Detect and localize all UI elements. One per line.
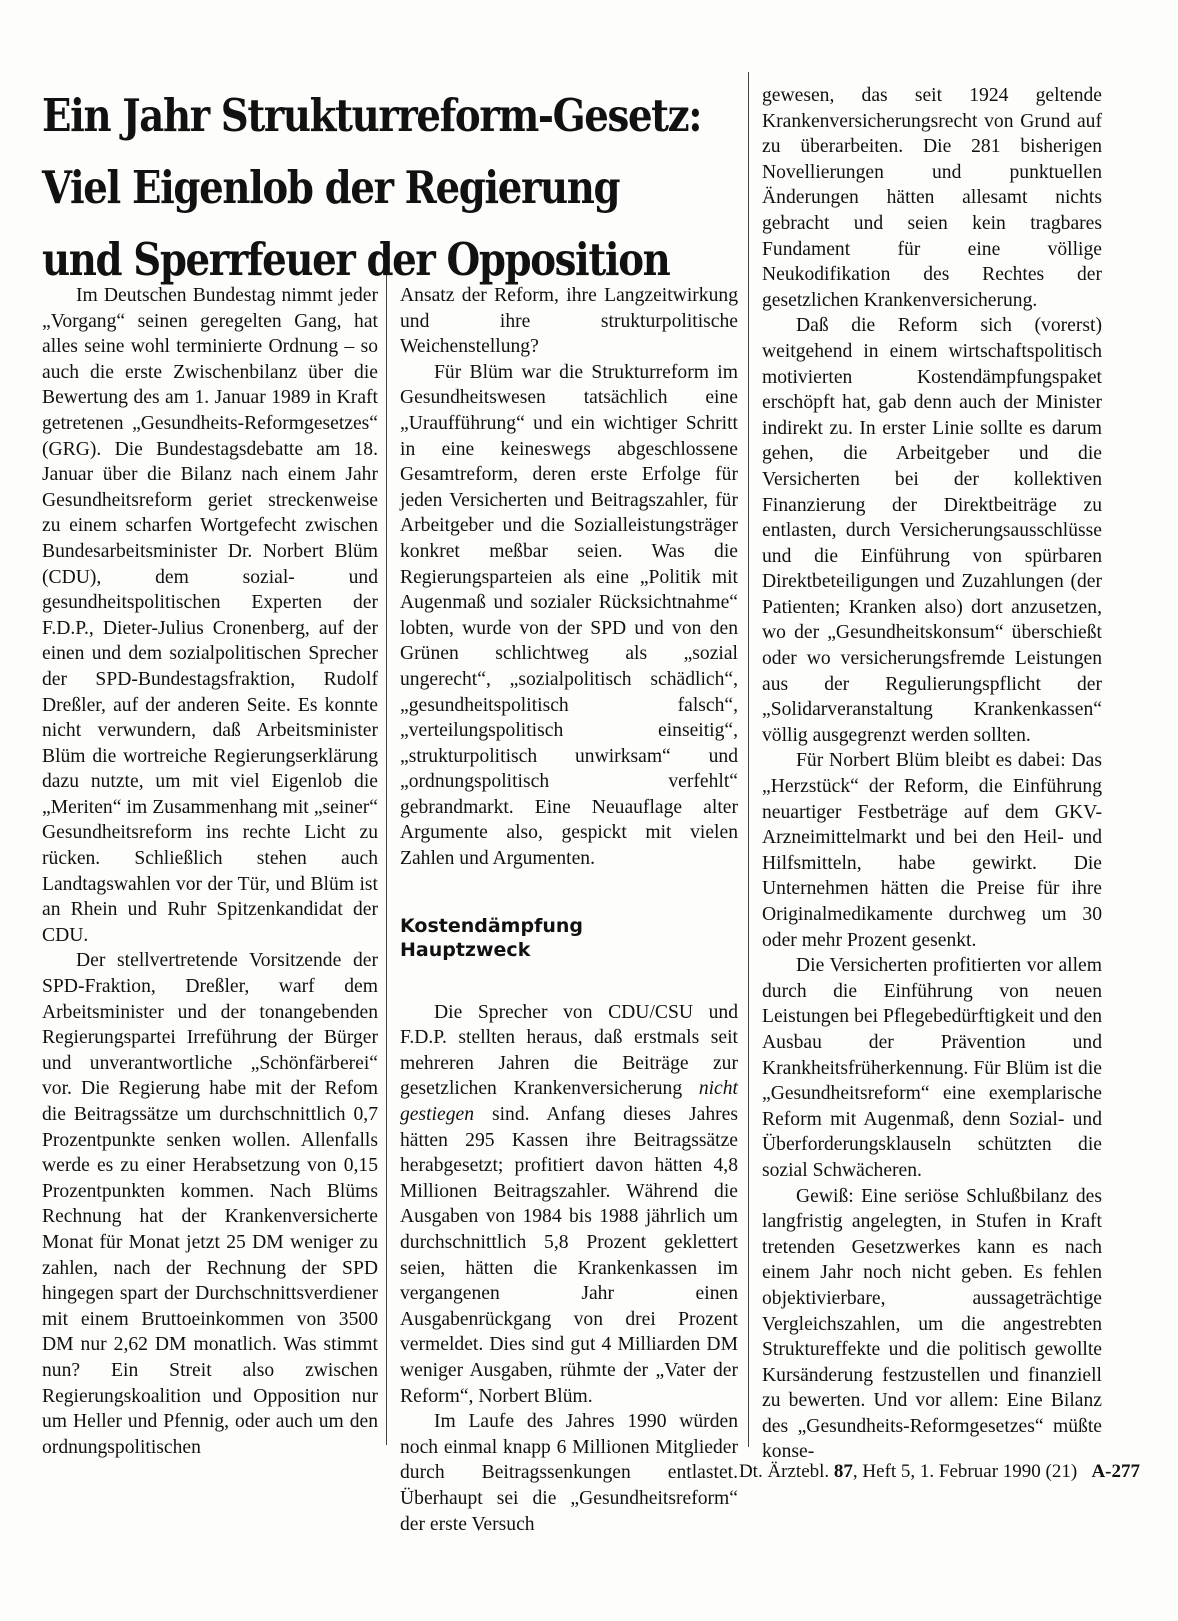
section-subheading [400,914,738,962]
col2-p3-text-b: sind. Anfang dieses Jahres hätten 295 Kassen ihre Beitragssätze herabgesetzt; profitiert davon hätten 4,8 Millionen Beitragszahler. Während die Ausgaben von 1984 bis 1988 jährlich um durchschnittlich 5,8 Prozent geklettert seien, hätten die Krankenkassen im vergangenen Jahr einen Ausgabenrückgang von drei Prozent vermeldet. Dies sind gut 4 Milliarden DM weniger Ausgaben, rühmte der „Vater der Reform“, Norbert Blüm. [400,1104,738,1407]
footer-journal: Dt. Ärztebl. [738,1461,830,1482]
column-3 [762,83,1102,1463]
col2-paragraph-2: Für Blüm war die Strukturreform im Gesundheitswesen tatsächlich eine „Uraufführung“ und ein wichtiger Schritt in eine keineswegs abgeschlossene Gesamtreform, deren erste Erfolge für jeden Versicherten und Beitragszahler, für Arbeitgeber und die Sozialleistungsträger konkret meßbar seien. Was die Regierungsparteien als eine „Politik mit Augenmaß und sozialer Rücksichtnahme“ lobten, wurde von der SPD und von den Grünen schlichtweg als „sozial ungerecht“, „sozialpolitisch schädlich“, „gesundheitspolitisch falsch“, „verteilungspolitisch einseitig“, „strukturpolitisch unwirksam“ und „ordnungspolitisch verfehlt“ gebrandmarkt. Eine Neuauflage alter Argumente also, gespickt mit vielen Zahlen und Argumenten. [400,361,738,870]
col3-paragraph-5: Gewiß: Eine seriöse Schlußbilanz des langfristig angelegten, in Stufen in Kraft tretenden Gesetzwerkes kann es nach einem Jahr noch nicht geben. Es fehlen objektivierbare, aussageträchtige Vergleichszahlen, um die angestrebten Struktureffekte und die politisch gewollte Kursänderung festzustellen und finanziell zu bewerten. Und vor allem: Eine Bilanz des „Gesundheits-Reformgesetzes“ müßte konse- [762,1185,1102,1463]
column-rule-right [748,72,749,1447]
headline-line-3: und Sperrfeuer der Opposition [42,233,670,286]
footer-issue: , Heft 5, 1. Februar 1990 (21) [852,1461,1078,1482]
col3-paragraph-3: Für Norbert Blüm bleibt es dabei: Das „Herzstück“ der Reform, die Einführung neuartiger Festbeträge auf dem GKV-Arzneimittelmarkt und bei den Heil- und Hilfsmitteln, habe gewirkt. Die Unternehmen hätten die Preise für ihre Originalmedikamente durchweg um 30 oder mehr Prozent gesenkt. [762,750,1102,951]
col2-paragraph-4: Im Laufe des Jahres 1990 würden noch einmal knapp 6 Millionen Mitglieder durch Beitragssenkungen entlastet. Überhaupt sei die „Gesundheitsreform“ der erste Versuch [400,1411,738,1535]
col2-p3-emphasis: nicht gestiegen [400,1078,738,1126]
column-1 [42,283,378,1458]
headline-line-2: Viel Eigenlob der Regierung [42,161,620,214]
footer-volume: 87 [833,1461,853,1482]
page-footer [620,1461,1140,1483]
col2-paragraph-3 [400,1000,738,1410]
col2-paragraph-1: Ansatz der Reform, ihre Langzeitwirkung und ihre strukturpolitische Weichenstellung? [400,285,738,358]
col3-paragraph-4: Die Versicherten profitierten vor allem durch die Einführung von neuen Leistungen bei Pflegebedürftigkeit und den Ausbau der Prävention und Krankheitsfrüherkennung. Für Blüm ist die „Gesundheitsreform“ eine exemplarische Reform mit Augenmaß, denn Sozial- und Überforderungsklauseln schützten die sozial Schwächeren. [762,955,1102,1181]
column-rule-left [386,275,387,1445]
subheading-line-2: Hauptzweck [400,938,531,961]
subheading-line-1: Kostendämpfung [400,914,583,937]
footer-page-number: A-277 [1091,1461,1140,1482]
col3-paragraph-1: gewesen, das seit 1924 geltende Krankenversicherungsrecht von Grund auf zu überarbeiten. Die 281 bisherigen Novellierungen und punktuellen Änderungen hätten allesamt nichts gebracht und seien kein tragbares Fundament für eine völlige Neukodifikation des Rechtes der gesetzlichen Krankenversicherung. [762,85,1102,311]
col1-paragraph-1: Im Deutschen Bundestag nimmt jeder „Vorgang“ seinen geregelten Gang, hat alles seine wohl terminierte Ordnung – so auch die erste Zwischenbilanz über die Bewertung des am 1. Januar 1989 in Kraft getretenen „Gesundheits-Reformgesetzes“ (GRG). Die Bundestagsdebatte am 18. Januar über die Bilanz nach einem Jahr Gesundheitsreform geriet streckenweise zu einem scharfen Wortgefecht zwischen Bundesarbeitsminister Dr. Norbert Blüm (CDU), dem sozial- und gesundheitspolitischen Experten der F.D.P., Dieter-Julius Cronenberg, auf der einen und dem sozialpolitischen Sprecher der SPD-Bundestagsfraktion, Rudolf Dreßler, auf der anderen Seite. Es konnte nicht verwundern, daß Arbeitsminister Blüm die wortreiche Regierungserklärung dazu nutzte, um mit viel Eigenlob die „Meriten“ im Zusammenhang mit „seiner“ Gesundheitsreform ins rechte Licht zu rücken. Schließlich stehen auch Landtagswahlen vor der Tür, und Blüm ist an Rhein und Ruhr Spitzenkandidat der CDU. [42,285,378,946]
col2-p3-text-a: Die Sprecher von CDU/CSU und F.D.P. stellten heraus, daß erstmals seit mehreren Jahren die Beiträge zur gesetzlichen Krankenversicherung [400,1001,738,1100]
column-2 [400,283,738,1535]
col3-paragraph-2: Daß die Reform sich (vorerst) weitgehend in einem wirtschaftspolitisch motivierten Kostendämpfungspaket erschöpft hat, gab denn auch der Minister indirekt zu. In erster Linie sollte es darum gehen, die Arbeitgeber und die Versicherten bei der kollektiven Finanzierung der Direktbeiträge zu entlasten, durch Versicherungsausschlüsse und die Einführung von spürbaren Direktbeteiligungen und Zuzahlungen (der Patienten; Kranken also) dort anzusetzen, wo der „Gesundheitskonsum“ überschießt oder wo versicherungsfremde Leistungen aus der Regulierungspflicht der „Solidarveranstaltung Krankenkassen“ völlig ausgegrenzt werden sollten. [762,315,1102,746]
col1-paragraph-2: Der stellvertretende Vorsitzende der SPD-Fraktion, Dreßler, warf dem Arbeitsminister und der tonangebenden Regierungspartei Irreführung der Bürger und unverantwortliche „Schönfärberei“ vor. Die Regierung habe mit der Refom die Beitragssätze um durchschnittlich 0,7 Prozentpunkte senken wollen. Allenfalls werde es zu einer Herabsetzung von 0,15 Prozentpunkten kommen. Nach Blüms Rechnung hat der Krankenversicherte Monat für Monat jetzt 25 DM weniger zu zahlen, nach der Rechnung der SPD hingegen spart der Durchschnittsverdiener mit einem Bruttoeinkommen von 3500 DM nur 2,62 DM monatlich. Was stimmt nun? Ein Streit also zwischen Regierungskoalition und Opposition nur um Heller und Pfennig, oder auch um den ordnungspolitischen [42,950,378,1458]
headline [42,80,702,296]
headline-line-1: Ein Jahr Strukturreform-Gesetz: [42,89,702,142]
